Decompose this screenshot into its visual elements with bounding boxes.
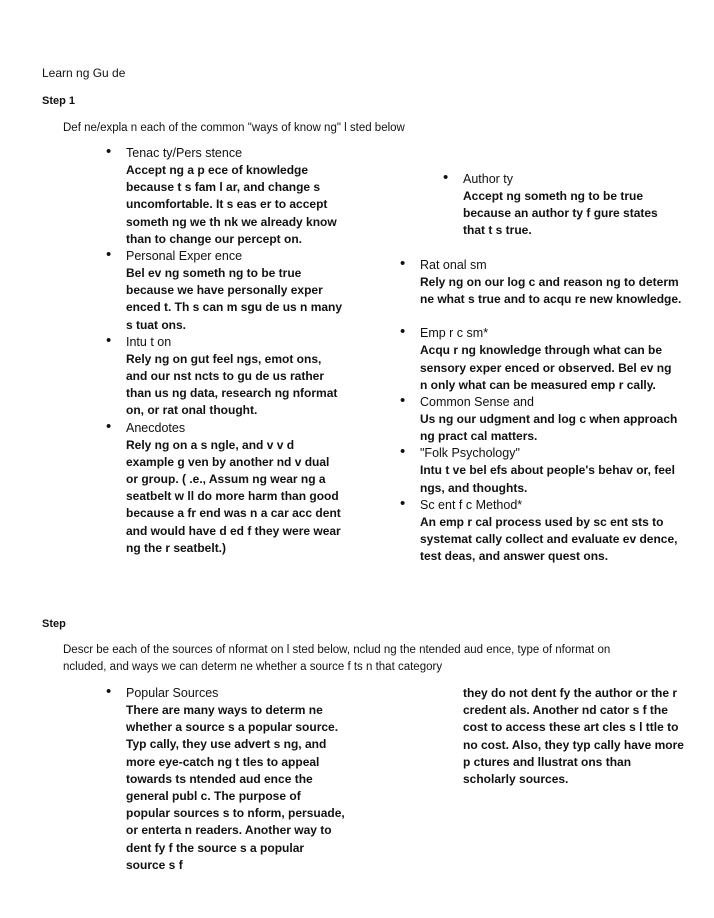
item-label: • "Folk Psychology" <box>420 446 520 461</box>
list-item-scientific-method <box>400 497 682 566</box>
list-item-rationalism <box>400 257 682 308</box>
item-label: • Tenac ty/Pers stence <box>126 146 243 160</box>
list-item-empiricism <box>400 325 682 394</box>
list-item-tenacity <box>106 145 344 248</box>
step-2-instruction: Descr be each of the sources of nformat on l sted below, nclud ng the ntended aud ence, type of nformat on ncluded, and ways we can determ ne whether a source f ts n that category <box>63 644 611 673</box>
item-definition: Us ng our udgment and log c when approach ng pract cal matters. <box>420 412 678 444</box>
list-item-popular-sources <box>106 685 346 874</box>
step-2-heading: Step <box>42 618 66 630</box>
item-definition: Rely ng on our log c and reason ng to determ ne what s true and to acqu re new knowledge. <box>420 275 682 307</box>
item-definition: Acqu r ng knowledge through what can be sensory exper enced or observed. Bel ev ng n only what can be measured emp r cally. <box>420 343 672 392</box>
popular-sources-continuation: they do not dent fy the author or the r credent als. Another nd cator s f the cost to access these art cles s l ttle to no cost. Also, they typ cally have more p ctures and llustrat ons than scholarly sources. <box>463 686 684 787</box>
item-label: • Personal Exper ence <box>126 249 243 264</box>
list-item-common-sense <box>400 394 682 445</box>
item-definition: Bel ev ng someth ng to be true because we have personally exper enced t. Th s can m sgu de us n many s tuat ons. <box>126 266 343 332</box>
item-label: • Sc ent f c Method* <box>420 497 523 512</box>
step-1-left-list <box>106 145 344 557</box>
list-item-anecdotes <box>106 420 344 557</box>
step-2-list <box>106 685 346 874</box>
item-label: • Popular Sources <box>126 686 219 700</box>
item-definition: Rely ng on a s ngle, and v v d example g ven by another nd v dual or group. ( .e., Assum ng wear ng a seatbelt w ll do more harm than good because a fr end was n a car acc dent and would have d ed f they were wear ng the r seatbelt.) <box>126 437 341 555</box>
item-definition: Intu t ve bel efs about people's behav or, feel ngs, and thoughts. <box>420 463 675 495</box>
document-title: Learn ng Gu de <box>42 66 126 80</box>
item-label: • Common Sense and <box>420 395 534 410</box>
list-item-authority <box>443 171 683 240</box>
step-1-heading: Step 1 <box>42 95 76 107</box>
item-label: • Anecdotes <box>126 420 186 435</box>
list-item-personal-experience <box>106 248 344 334</box>
item-label: • Author ty <box>463 172 514 186</box>
authority-list <box>443 171 683 240</box>
item-label: • Intu t on <box>126 334 172 349</box>
item-label: • Rat onal sm <box>420 258 487 272</box>
step-1-right-list <box>400 257 682 565</box>
item-definition: Rely ng on gut feel ngs, emot ons, and our nst ncts to gu de us rather than us ng data, research ng nformat on, or rat onal thought. <box>126 351 338 418</box>
step-1-instruction: Def ne/expla n each of the common "ways of know ng" l sted below <box>63 122 405 134</box>
item-definition: There are many ways to determ ne whether a source s a popular source. Typ cally, they use advert s ng, and more eye-catch ng t tles to appeal towards ts ntended aud ence the general publ c. The purpose of popular sources s to nform, persuade, or enterta n readers. Another way to dent fy f the source s a popular source s f <box>126 703 345 872</box>
item-label: • Emp r c sm* <box>420 326 489 341</box>
item-definition: Accept ng someth ng to be true because an author ty f gure states that t s true. <box>463 189 658 238</box>
list-item-intuition <box>106 334 344 420</box>
list-item-folk-psychology <box>400 445 682 496</box>
item-definition: An emp r cal process used by sc ent sts to systemat cally collect and evaluate ev dence, test deas, and answer quest ons. <box>420 514 678 564</box>
item-definition: Accept ng a p ece of knowledge because t s fam l ar, and change s uncomfortable. It s eas er to accept someth ng we th nk we already know than to change our percept on. <box>126 163 337 246</box>
